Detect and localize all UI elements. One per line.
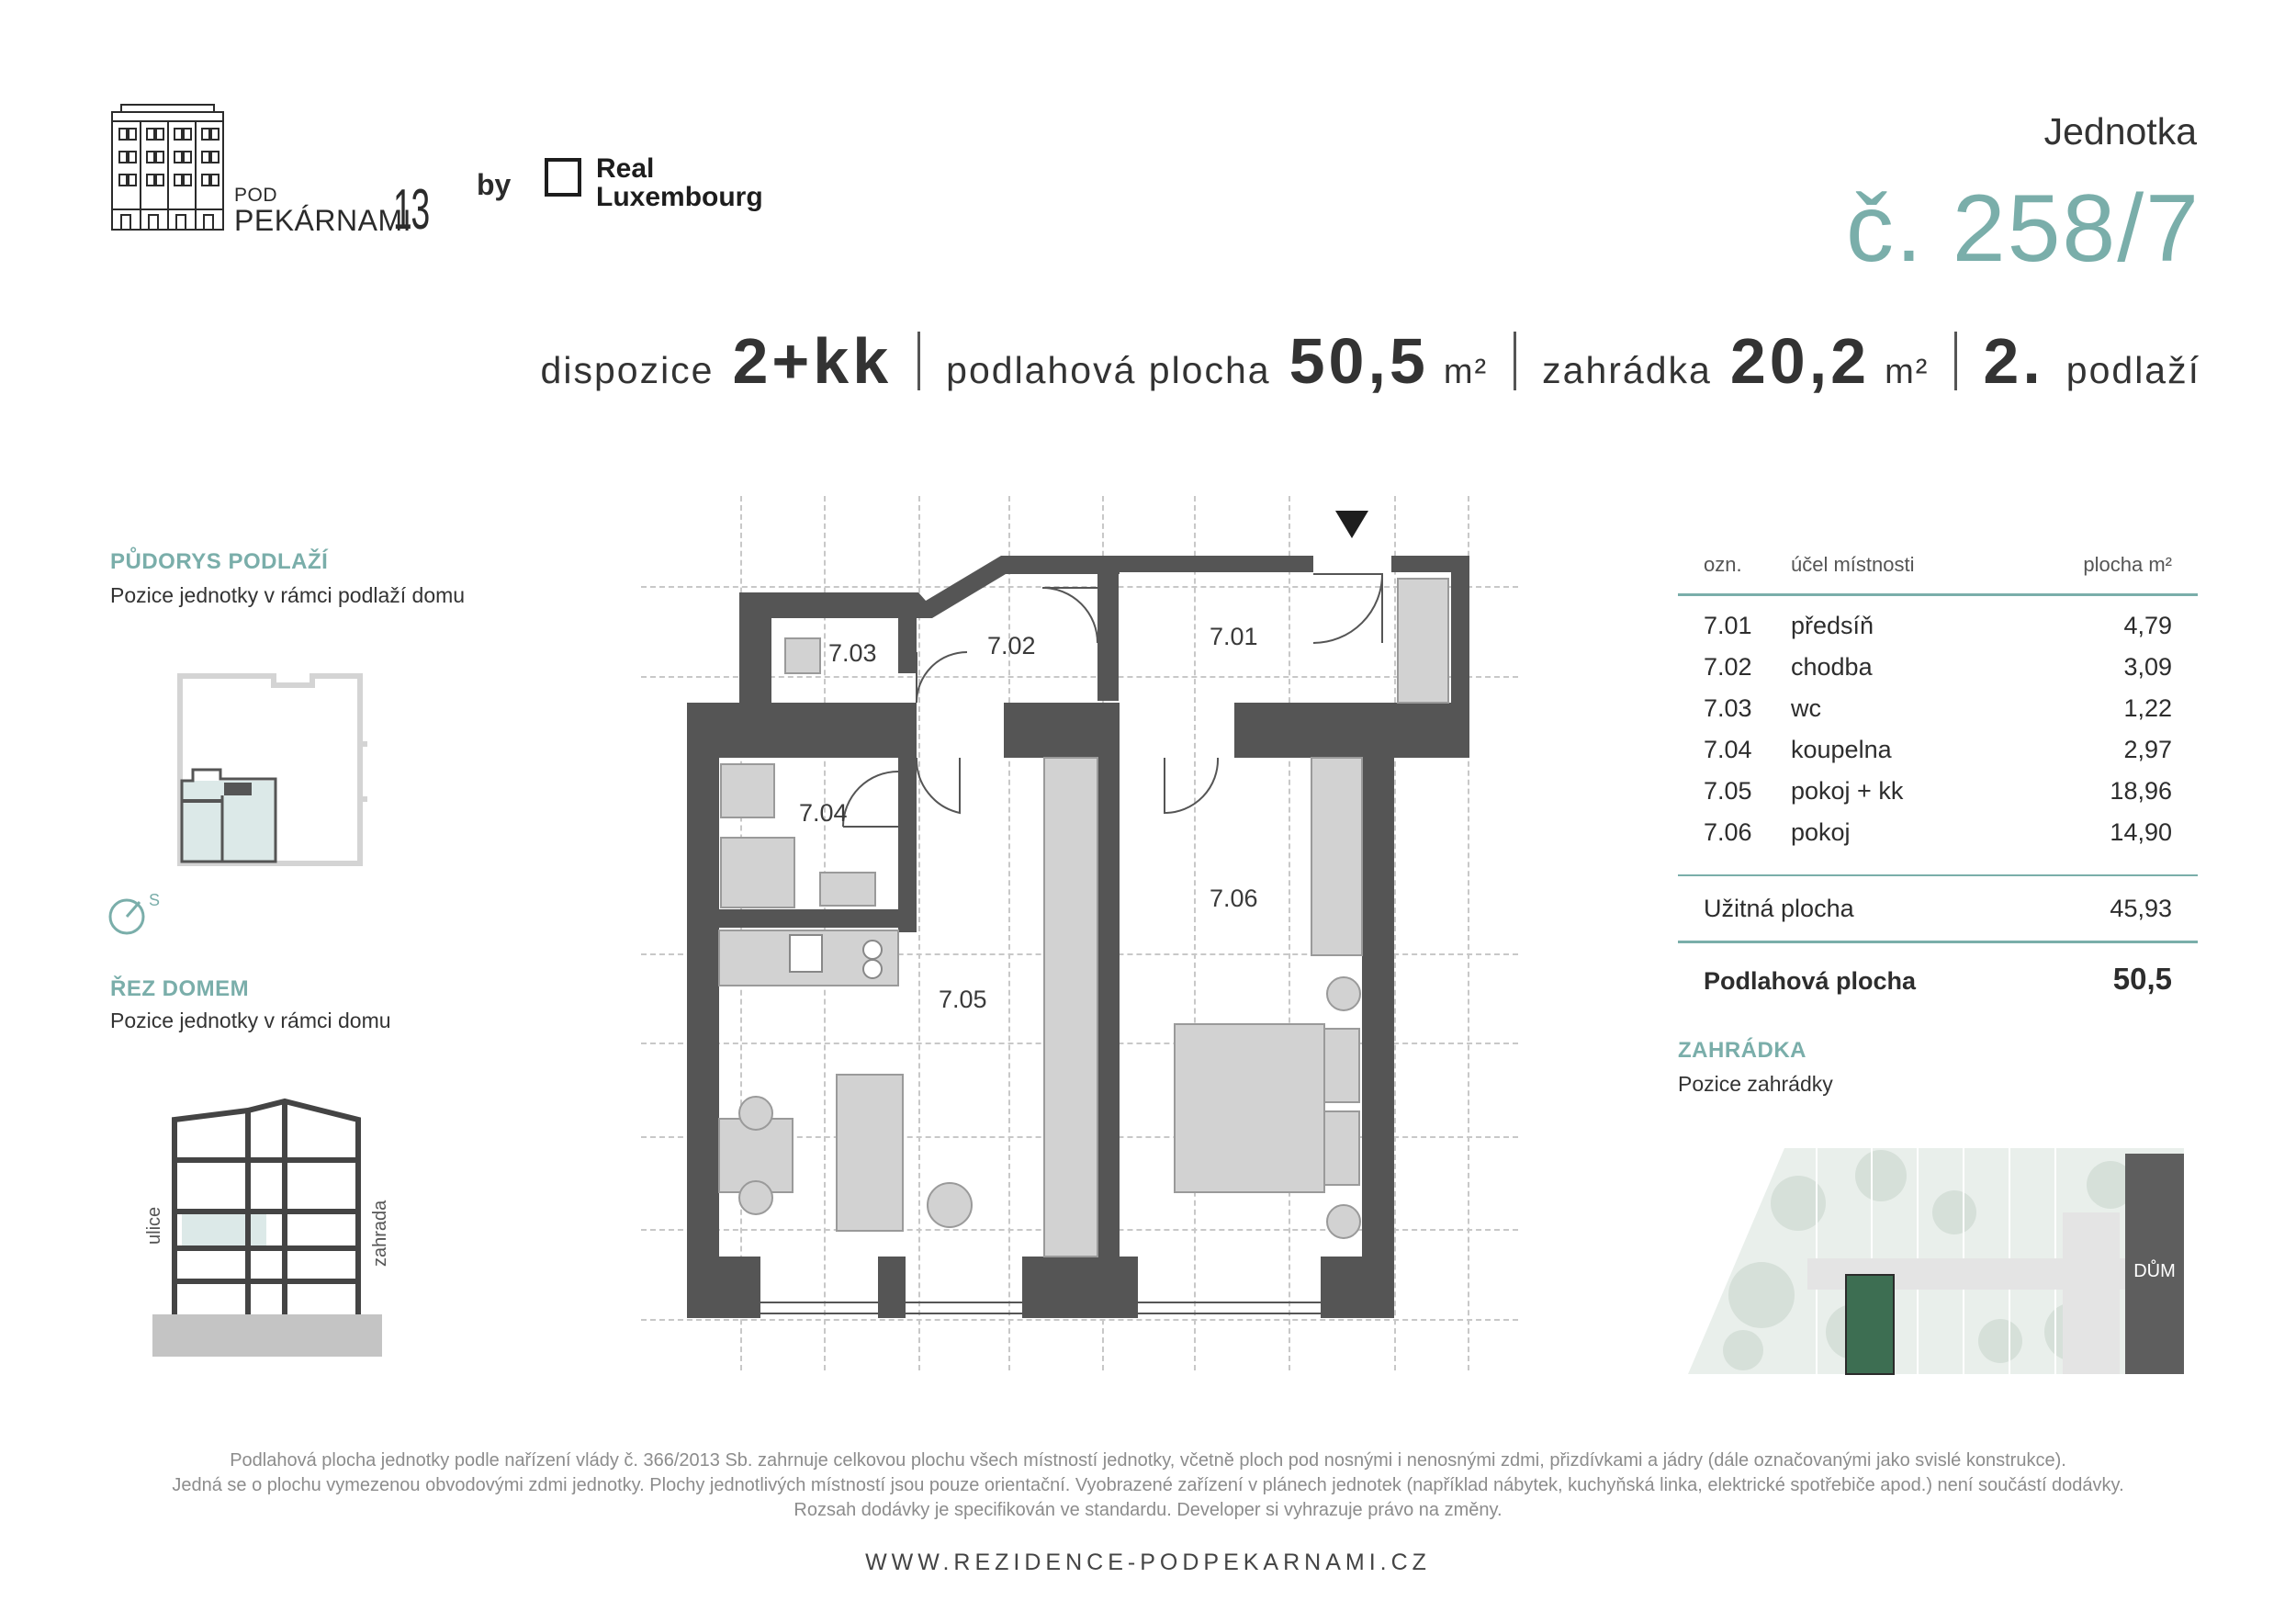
section-view-title: ŘEZ DOMEM [110,976,250,1001]
room-area: 14,90 [2110,818,2172,846]
room-area: 3,09 [2123,653,2172,681]
garden-label: zahrádka [1542,349,1712,391]
floor-area-row [1678,943,2198,1008]
by-text: by [477,168,512,201]
toilet [785,638,820,673]
disclaimer-line-3: Rozsah dodávky je specifikován ve standardu. Developer si vyhrazuje právo na změny. [793,1500,1503,1520]
room-label: 7.06 [1210,885,1258,912]
room-code: 7.03 [1704,694,1752,722]
logo-number-text: 13 [393,178,429,242]
pillow [1324,1111,1359,1185]
tall-cabinet [1044,758,1097,1257]
compass-label: S [149,891,161,909]
total-floor-area-label: Podlahová plocha [1704,967,1917,995]
room-purpose: pokoj + kk [1791,777,1904,805]
floor-plan-overview-title: PŮDORYS PODLAŽÍ [110,549,329,574]
room-code: 7.02 [1704,653,1752,681]
rooms-table [1678,547,2198,1008]
room-code: 7.04 [1704,736,1752,763]
room-area: 4,79 [2123,612,2172,639]
project-logo [110,101,441,242]
nightstand [1327,977,1360,1010]
room-code: 7.05 [1704,777,1752,805]
room-area: 2,97 [2123,736,2172,763]
floor-area-value: 50,5 [1289,325,1429,397]
table-header-area: plocha m² [2083,553,2172,576]
washing-machine [721,764,774,817]
table-row [1678,653,2198,694]
room-area: 1,22 [2123,694,2172,722]
room-code: 7.01 [1704,612,1752,639]
developer-name-line2: Luxembourg [596,182,763,212]
unit-highlight [182,1213,266,1246]
room-label: 7.01 [1210,623,1258,650]
floor-plan-overview-subtitle: Pozice jednotky v rámci podlaží domu [110,583,466,607]
table-row [1678,612,2198,653]
layout-value: 2+kk [732,325,893,397]
building-section-diagram [138,1098,395,1401]
spec-divider [917,332,920,390]
developer-square-icon [545,158,581,197]
section-view-subtitle: Pozice jednotky v rámci domu [110,1009,391,1032]
garden-value: 20,2 [1729,325,1871,397]
room-label: 7.05 [939,986,987,1013]
usable-area-row [1678,876,2198,943]
bed [1175,1024,1324,1192]
room-code: 7.06 [1704,818,1752,846]
chair [739,1181,772,1214]
room-purpose: koupelna [1791,736,1892,763]
pillow [1324,1029,1359,1102]
floor-plan-drawing [680,505,1488,1332]
garden-position-subtitle: Pozice zahrádky [1678,1072,1833,1096]
room-purpose: chodba [1791,653,1873,681]
table-row [1678,694,2198,736]
shower [721,838,794,907]
room-purpose: předsíň [1791,612,1874,639]
floor-area-label: podlahová plocha [946,349,1271,391]
room-label: 7.04 [799,799,848,827]
table-row [1678,777,2198,818]
coffee-table [928,1183,972,1227]
disclaimer-line-1: Podlahová plocha jednotky podle nařízení vlády č. 366/2013 Sb. zahrnuje celkovou plochu všech místností jednotky, včetně ploch pod nosnými i nenosnými zdmi, přizdívkami a jádry (dále označovanými jako svislé konstrukce). [230,1450,2066,1471]
room-label: 7.02 [987,632,1036,659]
floor-number-label: podlaží [2065,349,2200,391]
usable-area-value: 45,93 [2110,895,2172,922]
chair [739,1097,772,1130]
entrance-arrow-icon [1335,511,1368,538]
website-link[interactable]: WWW.REZIDENCE-PODPEKARNAMI.CZ [865,1550,1431,1575]
wardrobe [1398,579,1448,703]
floor-overview-diagram [165,661,377,873]
street-label: ulice [144,1206,164,1245]
sofa [837,1075,903,1231]
logo-name-text: PEKÁRNAMI [234,204,411,237]
room-area: 18,96 [2110,777,2172,805]
sink [820,873,875,906]
table-header-purpose: účel místnosti [1791,553,1915,576]
unit-number: č. 258/7 [1845,175,2200,282]
garden-map [1688,1148,2184,1378]
building-logo-icon [110,101,225,234]
table-header-code: ozn. [1704,553,1742,576]
floor-number-value: 2. [1983,325,2044,397]
room-label: 7.03 [828,639,877,667]
garden-position-title: ZAHRÁDKA [1678,1038,1806,1063]
garden-highlight [1846,1275,1894,1374]
disclaimer-line-2: Jedná se o plochu vymezenou obvodovými zdmi jednotky. Plochy jednotlivých místností jsou pouze orientační. Vyobrazené zařízení v plánech jednotek (například nábytek, kuchyňská linka, elektrické spotřebiče apod.) není součástí dodávky. [172,1475,2124,1495]
spec-divider [1514,332,1516,390]
table-row [1678,736,2198,777]
usable-area-label: Užitná plocha [1704,895,1854,922]
unit-specs-bar [541,324,2200,398]
developer-name-line1: Real [596,153,655,184]
room-purpose: pokoj [1791,818,1851,846]
table-row [1678,818,2198,860]
spec-divider [1954,332,1957,390]
garden-side-label: zahrada [370,1200,390,1267]
wardrobe-bedroom [1311,758,1362,955]
garden-unit: m² [1885,353,1930,391]
floor-area-unit: m² [1443,353,1489,391]
layout-label: dispozice [540,349,715,391]
total-floor-area-value: 50,5 [2112,962,2172,996]
room-purpose: wc [1791,694,1821,722]
logo-pod-text: POD [234,185,278,206]
unit-label: Jednotka [2043,110,2197,152]
nightstand [1327,1205,1360,1238]
house-label: DŮM [2133,1261,2176,1281]
